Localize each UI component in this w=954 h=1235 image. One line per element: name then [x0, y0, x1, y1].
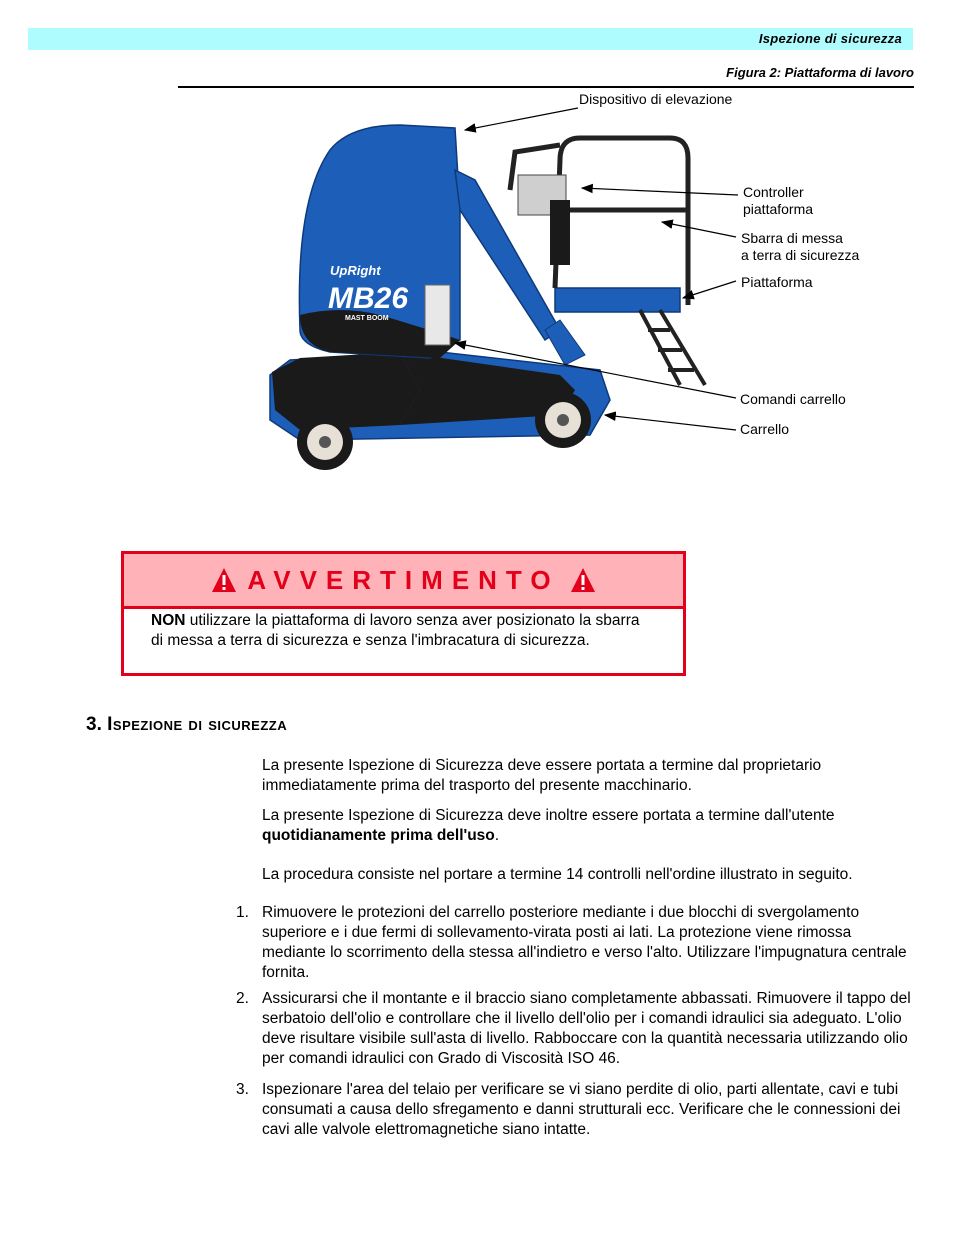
machine-illustration	[0, 90, 954, 520]
intro-paragraph-2-end: .	[494, 827, 500, 844]
list-item-text: Ispezionare l'area del telaio per verificare se vi siano perdite di olio, parti allentate, cavi e tubi consumati a causa dello sfregamento e danni strutturali ecc. Verificare che le connessioni dei cavi alle valvole elettromagnetiche siano intatte.	[262, 1081, 901, 1138]
section-number: 3.	[86, 714, 102, 735]
list-item-number: 3.	[236, 1081, 249, 1098]
list-item-number: 1.	[236, 904, 249, 921]
machine-figure	[0, 90, 954, 520]
figure-caption: Figura 2: Piattaforma di lavoro	[726, 65, 914, 80]
list-item-text: Rimuovere le protezioni del carrello posteriore mediante i due blocchi di svergolamento superiore e i due fermi di sollevamento-virata posti ai lati. La protezione viene rimossa mediante lo scorrimento della stessa all'indietro e verso l'alto. Utilizzare l'impugnatura centrale fornita.	[262, 904, 907, 981]
model-label: MB26	[328, 282, 409, 315]
warning-box	[121, 551, 686, 676]
warning-body-emphasis: NON	[151, 612, 186, 629]
callout-comandi-carrello: Comandi carrello	[740, 391, 846, 407]
section-title: Ispezione di sicurezza	[107, 714, 288, 735]
warning-triangle-icon	[211, 567, 237, 593]
brand-label: UpRight	[330, 263, 381, 278]
warning-title: AVVERTIMENTO	[247, 564, 560, 595]
section-heading	[86, 714, 287, 736]
callout-piattaforma: Piattaforma	[741, 274, 813, 290]
warning-triangle-icon	[570, 567, 596, 593]
caption-rule	[178, 86, 914, 88]
callout-controller-piattaforma: Controller piattaforma	[743, 184, 814, 217]
list-item-text: Assicurarsi che il montante e il braccio siano completamente abbassati. Rimuovere il tappo del serbatoio dell'olio e controllare che il livello dell'olio per i comandi idraulici sia adeguato. L'olio deve risultare visibile sull'asta di livello. Rabboccare con la quantità necessaria utilizzando olio per comandi idraulici con Grado di Viscosità ISO 46.	[262, 990, 911, 1067]
intro-paragraph-3: La procedura consiste nel portare a termine 14 controlli nell'ordine illustrato in seguito.	[262, 866, 853, 883]
intro-paragraph-2-text: La presente Ispezione di Sicurezza deve inoltre essere portata a termine dall'utente	[262, 807, 835, 824]
warning-header	[124, 554, 683, 609]
warning-body-text: utilizzare la piattaforma di lavoro senza aver posizionato la sbarra di messa a terra di sicurezza e senza l'imbracatura di sicurezza.	[151, 612, 640, 649]
callout-dispositivo-elevazione: Dispositivo di elevazione	[579, 91, 733, 107]
running-header-title: Ispezione di sicurezza	[758, 31, 902, 46]
callout-carrello: Carrello	[740, 421, 790, 437]
list-item-number: 2.	[236, 990, 249, 1007]
intro-paragraph-2-emphasis: quotidianamente prima dell'uso	[262, 827, 495, 844]
intro-paragraph-2	[262, 806, 917, 846]
intro-paragraph-1: La presente Ispezione di Sicurezza deve essere portata a termine dal proprietario immediatamente prima del trasporto del presente macchinario.	[262, 757, 822, 794]
model-sublabel: MAST BOOM	[345, 315, 389, 322]
warning-body	[124, 609, 683, 651]
callout-sbarra-messa-a-terra: Sbarra di messa a terra di sicurezza	[741, 230, 860, 263]
